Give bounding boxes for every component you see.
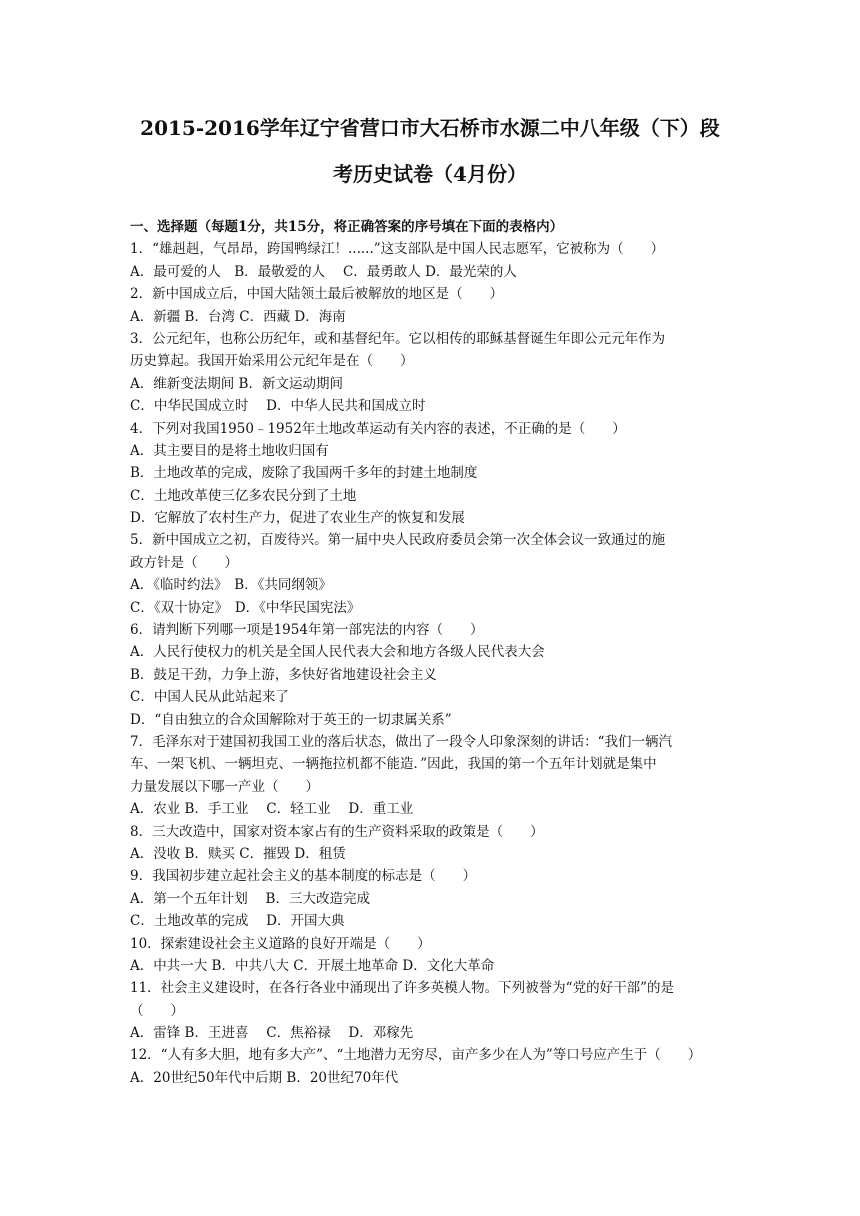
question-11: 11．社会主义建设时，在各行各业中涌现出了许多英模人物。下列被誉为“党的好干部”的是 [130,980,674,997]
question-3-options-c: C．中华民国成立时 D．中华人民共和国成立时 [130,398,426,415]
question-7-cont-2: 力量发展以下哪一产业（ ） [130,778,319,795]
question-12: 12．“人有多大胆，地有多大产”、“土地潜力无穷尽，亩产多少在人为”等口号应产生于（ ） [130,1047,702,1064]
question-7: 7．毛泽东对于建国初我国工业的落后状态，做出了一段令人印象深刻的讲话：“我们一辆汽 [130,733,672,750]
question-4-option-b: B．土地改革的完成，废除了我国两千多年的封建土地制度 [130,465,478,482]
question-11-cont: （ ） [130,1002,184,1019]
question-6-option-d: D．“自由独立的合众国解除对于英王的一切隶属关系” [130,711,452,728]
page-title-line-2: 考历史试卷（4月份） [333,162,527,186]
question-5-cont: 政方针是（ ） [130,554,238,571]
question-4: 4．下列对我国1950﹣1952年土地改革运动有关内容的表述，不正确的是（ ） [130,420,626,437]
page-title-line-1: 2015-2016学年辽宁省营口市大石桥市水源二中八年级（下）段 [140,116,720,140]
question-8: 8．三大改造中，国家对资本家占有的生产资料采取的政策是（ ） [130,823,544,840]
question-7-options: A．农业 B．手工业 C．轻工业 D．重工业 [130,801,414,818]
question-6-option-a: A．人民行使权力的机关是全国人民代表大会和地方各级人民代表大会 [130,644,545,661]
question-6: 6．请判断下列哪一项是1954年第一部宪法的内容（ ） [130,622,484,639]
question-4-option-d: D．它解放了农村生产力，促进了农业生产的恢复和发展 [130,510,465,527]
question-5-options-a: A．《临时约法》 B．《共同纲领》 [130,577,332,594]
question-6-option-c: C．中国人民从此站起来了 [130,689,289,706]
question-8-options: A．没收 B．赎买 C．摧毁 D．租赁 [130,845,346,862]
question-3-cont: 历史算起。我国开始采用公元纪年是在（ ） [130,353,414,370]
question-2: 2．新中国成立后，中国大陆领土最后被解放的地区是（ ） [130,286,504,303]
question-5: 5．新中国成立之初，百废待兴。第一届中央人民政府委员会第一次全体会议一致通过的施 [130,532,666,549]
question-5-options-c: C．《双十协定》 D．《中华民国宪法》 [130,599,361,616]
question-9-options-c: C．土地改革的完成 D．开国大典 [130,913,345,930]
question-6-option-b: B．鼓足干劲，力争上游，多快好省地建设社会主义 [130,666,437,683]
question-4-option-a: A．其主要目的是将土地收归国有 [130,442,329,459]
question-4-option-c: C．土地改革使三亿多农民分到了土地 [130,487,357,504]
question-9-options-a: A．第一个五年计划 B．三大改造完成 [130,890,370,907]
question-11-options: A．雷锋 B．王进喜 C．焦裕禄 D．邓稼先 [130,1025,414,1042]
question-body [130,216,736,1089]
section-heading: 一、选择题（每题1分，共15分，将正确答案的序号填在下面的表格内） [130,219,564,235]
question-10-options: A．中共一大 B．中共八大 C．开展土地革命 D．文化大革命 [130,957,495,974]
question-9: 9．我国初步建立起社会主义的基本制度的标志是（ ） [130,868,477,885]
question-7-cont-1: 车、一架飞机、一辆坦克、一辆拖拉机都不能造．”因此，我国的第一个五年计划就是集中 [130,756,657,773]
question-1: 1．“雄赳赳，气昂昂，跨国鸭绿江！......”这支部队是中国人民志愿军，它被称为（ ） [130,241,665,258]
question-2-options: A．新疆 B．台湾 C．西藏 D．海南 [130,308,346,325]
question-3: 3．公元纪年，也称公历纪年，或和基督纪年。它以相传的耶稣基督诞生年即公元元年作为 [130,330,666,347]
question-3-options-a: A．维新变法期间 B．新文运动期间 [130,375,343,392]
question-1-options: A．最可爱的人 B．最敬爱的人 C．最勇敢人 D．最光荣的人 [130,263,517,280]
question-10: 10．探索建设社会主义道路的良好开端是（ ） [130,935,431,952]
question-12-options: A．20世纪50年代中后期 B．20世纪70年代 [130,1069,399,1086]
